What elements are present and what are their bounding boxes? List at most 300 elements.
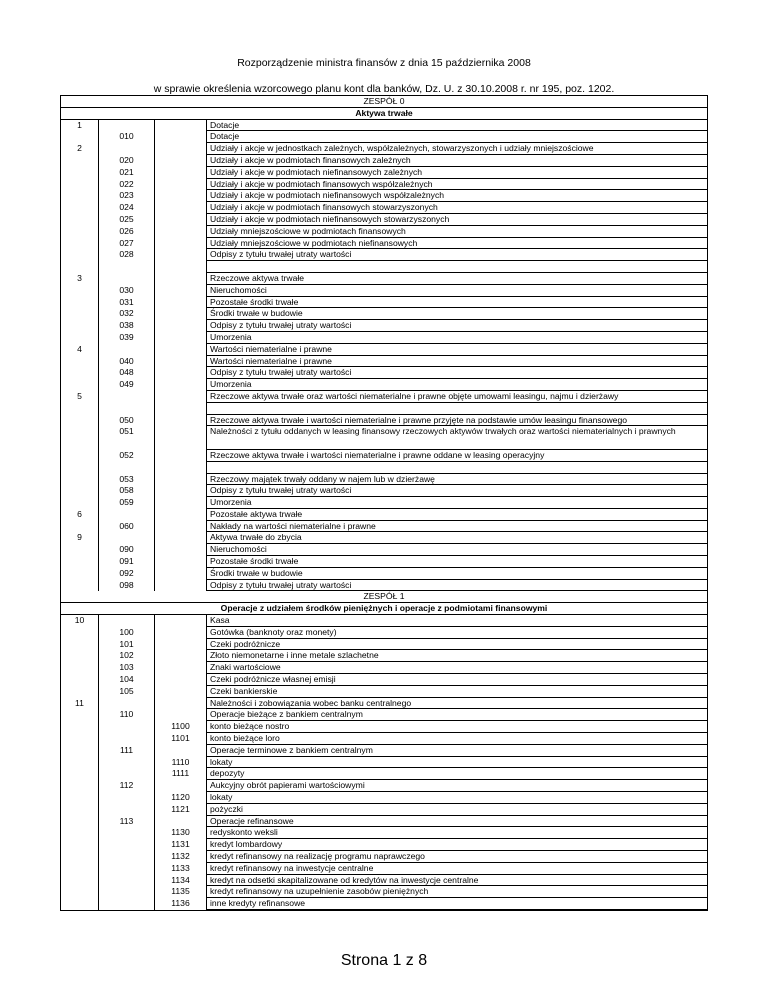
account-description [207, 261, 707, 273]
sub-account-number [155, 155, 207, 167]
account-group [61, 580, 99, 592]
sub-account-number [155, 367, 207, 379]
account-description: Umorzenia [207, 332, 707, 344]
account-description: Udziały mniejszościowe w podmiotach niefinansowych [207, 238, 707, 250]
sub-account-number [155, 580, 207, 592]
table-row [61, 131, 707, 143]
account-description: lokaty [207, 792, 707, 804]
account-description: redyskonto weksli [207, 827, 707, 839]
table-row [61, 521, 707, 533]
account-group: 2 [61, 143, 99, 155]
account-description: Umorzenia [207, 379, 707, 391]
table-row [61, 580, 707, 592]
account-number: 053 [99, 474, 155, 486]
account-description: Odpisy z tytułu trwałej utraty wartości [207, 249, 707, 261]
account-description: Gotówka (banknoty oraz monety) [207, 627, 707, 639]
section-header-row [61, 603, 707, 615]
sub-account-number [155, 120, 207, 132]
sub-account-number [155, 238, 207, 250]
account-number: 027 [99, 238, 155, 250]
account-description: inne kredyty refinansowe [207, 898, 707, 910]
sub-account-number [155, 674, 207, 686]
table-row [61, 415, 707, 427]
account-number [99, 898, 155, 910]
account-description: Wartości niematerialne i prawne [207, 344, 707, 356]
account-description: Należności z tytułu oddanych w leasing finansowy rzeczowych aktywów trwałych oraz wartości niematerialnych i prawnych [207, 426, 707, 450]
account-group [61, 261, 99, 273]
account-description: Rzeczowe aktywa trwałe oraz wartości niematerialne i prawne objęte umowami leasingu, najmu i dzierżawy [207, 391, 707, 403]
account-group: 5 [61, 391, 99, 403]
account-number [99, 509, 155, 521]
section-header: Aktywa trwałe [61, 108, 707, 120]
account-group [61, 804, 99, 816]
account-group [61, 898, 99, 910]
sub-account-number [155, 403, 207, 415]
account-group [61, 639, 99, 651]
account-group [61, 190, 99, 202]
table-row [61, 497, 707, 509]
account-description [207, 462, 707, 474]
account-description: Udziały i akcje w podmiotach finansowych stowarzyszonych [207, 202, 707, 214]
account-description: Rzeczowe aktywa trwałe [207, 273, 707, 285]
table-row [61, 379, 707, 391]
account-group [61, 179, 99, 191]
account-description: Czeki podróżnicze [207, 639, 707, 651]
account-number: 058 [99, 485, 155, 497]
account-group [61, 733, 99, 745]
sub-account-number [155, 568, 207, 580]
account-description: Umorzenia [207, 497, 707, 509]
table-row [61, 721, 707, 733]
account-group [61, 415, 99, 427]
account-group: 11 [61, 698, 99, 710]
account-number [99, 120, 155, 132]
account-number: 060 [99, 521, 155, 533]
account-group [61, 875, 99, 887]
account-group [61, 556, 99, 568]
account-group [61, 745, 99, 757]
sub-account-number [155, 615, 207, 627]
table-row [61, 757, 707, 769]
account-number: 091 [99, 556, 155, 568]
account-number: 052 [99, 450, 155, 462]
sub-account-number [155, 249, 207, 261]
table-row [61, 509, 707, 521]
account-description: Odpisy z tytułu trwałej utraty wartości [207, 580, 707, 592]
account-description: Należności i zobowiązania wobec banku centralnego [207, 698, 707, 710]
account-number: 024 [99, 202, 155, 214]
account-number: 105 [99, 686, 155, 698]
account-description: Nakłady na wartości niematerialne i prawne [207, 521, 707, 533]
account-group [61, 285, 99, 297]
table-row [61, 143, 707, 155]
section-header: ZESPÓŁ 0 [61, 96, 707, 108]
account-group [61, 863, 99, 875]
account-group [61, 308, 99, 320]
account-number: 010 [99, 131, 155, 143]
account-description: Dotacje [207, 120, 707, 132]
account-number: 039 [99, 332, 155, 344]
account-description: Udziały mniejszościowe w podmiotach finansowych [207, 226, 707, 238]
account-group [61, 214, 99, 226]
account-number: 110 [99, 709, 155, 721]
sub-account-number [155, 627, 207, 639]
account-number: 028 [99, 249, 155, 261]
account-number: 112 [99, 780, 155, 792]
account-description: kredyt na odsetki skapitalizowane od kredytów na inwestycje centralne [207, 875, 707, 887]
account-description: Udziały i akcje w podmiotach niefinansowych współzależnych [207, 190, 707, 202]
account-group [61, 886, 99, 898]
account-number: 098 [99, 580, 155, 592]
table-row [61, 615, 707, 627]
sub-account-number [155, 179, 207, 191]
account-description: kredyt refinansowy na uzupełnienie zasobów pieniężnych [207, 886, 707, 898]
account-number [99, 804, 155, 816]
account-description: kredyt lombardowy [207, 839, 707, 851]
sub-account-number: 1130 [155, 827, 207, 839]
table-row [61, 273, 707, 285]
account-description: Rzeczowy majątek trwały oddany w najem lub w dzierżawę [207, 474, 707, 486]
account-group [61, 426, 99, 450]
account-number [99, 391, 155, 403]
account-group [61, 650, 99, 662]
account-description: depozyty [207, 768, 707, 780]
account-number: 101 [99, 639, 155, 651]
table-row [61, 120, 707, 132]
sub-account-number [155, 273, 207, 285]
account-description: Nieruchomości [207, 544, 707, 556]
section-header-row [61, 96, 707, 108]
account-group [61, 839, 99, 851]
account-group [61, 367, 99, 379]
table-row [61, 167, 707, 179]
sub-account-number [155, 379, 207, 391]
account-description: Wartości niematerialne i prawne [207, 356, 707, 368]
account-group [61, 521, 99, 533]
sub-account-number [155, 532, 207, 544]
account-group [61, 297, 99, 309]
account-description: Operacje terminowe z bankiem centralnym [207, 745, 707, 757]
table-row [61, 450, 707, 462]
account-group [61, 627, 99, 639]
account-description: Nieruchomości [207, 285, 707, 297]
regulation-title: Rozporządzenie ministra finansów z dnia 15 października 2008 [237, 57, 531, 69]
account-group [61, 497, 99, 509]
sub-account-number: 1132 [155, 851, 207, 863]
sub-account-number [155, 474, 207, 486]
account-number [99, 768, 155, 780]
account-number [99, 344, 155, 356]
account-description: konto bieżące nostro [207, 721, 707, 733]
account-description: lokaty [207, 757, 707, 769]
table-row [61, 863, 707, 875]
table-row [61, 650, 707, 662]
account-group: 10 [61, 615, 99, 627]
table-row [61, 297, 707, 309]
account-description: Udziały i akcje w podmiotach finansowych zależnych [207, 155, 707, 167]
section-header-row [61, 591, 707, 603]
sub-account-number: 1101 [155, 733, 207, 745]
account-number [99, 757, 155, 769]
sub-account-number [155, 297, 207, 309]
table-row [61, 768, 707, 780]
account-group: 4 [61, 344, 99, 356]
account-number: 022 [99, 179, 155, 191]
table-row [61, 308, 707, 320]
account-group [61, 167, 99, 179]
account-description: Udziały i akcje w podmiotach niefinansowych stowarzyszonych [207, 214, 707, 226]
account-group [61, 226, 99, 238]
account-description [207, 403, 707, 415]
account-group [61, 721, 99, 733]
account-number [99, 403, 155, 415]
account-number [99, 827, 155, 839]
account-description: Rzeczowe aktywa trwałe i wartości niematerialne i prawne przyjęte na podstawie umów leasingu finansowego [207, 415, 707, 427]
section-header-row [61, 108, 707, 120]
account-group [61, 485, 99, 497]
account-group [61, 155, 99, 167]
table-row [61, 792, 707, 804]
account-number: 102 [99, 650, 155, 662]
account-group [61, 816, 99, 828]
sub-account-number [155, 344, 207, 356]
sub-account-number [155, 426, 207, 450]
account-number [99, 532, 155, 544]
account-description: Pozostałe środki trwałe [207, 556, 707, 568]
sub-account-number: 1136 [155, 898, 207, 910]
account-group: 9 [61, 532, 99, 544]
sub-account-number: 1100 [155, 721, 207, 733]
account-number: 038 [99, 320, 155, 332]
table-row [61, 886, 707, 898]
table-row [61, 698, 707, 710]
account-number [99, 839, 155, 851]
table-row [61, 391, 707, 403]
account-group: 1 [61, 120, 99, 132]
table-row [61, 709, 707, 721]
table-row [61, 532, 707, 544]
chart-of-accounts-table [60, 95, 708, 911]
account-group [61, 332, 99, 344]
sub-account-number [155, 780, 207, 792]
table-row [61, 238, 707, 250]
account-number: 092 [99, 568, 155, 580]
table-row [61, 462, 707, 474]
sub-account-number [155, 544, 207, 556]
table-row [61, 686, 707, 698]
account-group [61, 851, 99, 863]
sub-account-number: 1120 [155, 792, 207, 804]
account-number [99, 261, 155, 273]
account-description: Udziały i akcje w podmiotach niefinansowych zależnych [207, 167, 707, 179]
account-description: Środki trwałe w budowie [207, 308, 707, 320]
account-group [61, 568, 99, 580]
account-description: kredyt refinansowy na inwestycje centralne [207, 863, 707, 875]
table-row [61, 202, 707, 214]
table-row [61, 285, 707, 297]
account-description: Aktywa trwałe do zbycia [207, 532, 707, 544]
sub-account-number [155, 285, 207, 297]
account-description: Rzeczowe aktywa trwałe i wartości niematerialne i prawne oddane w leasing operacyjny [207, 450, 707, 462]
account-description: Operacje bieżące z bankiem centralnym [207, 709, 707, 721]
sub-account-number [155, 485, 207, 497]
account-group [61, 544, 99, 556]
account-group [61, 356, 99, 368]
account-number: 050 [99, 415, 155, 427]
account-description: Czeki bankierskie [207, 686, 707, 698]
sub-account-number [155, 356, 207, 368]
account-group [61, 474, 99, 486]
account-group [61, 757, 99, 769]
table-row [61, 780, 707, 792]
account-group [61, 238, 99, 250]
table-row [61, 827, 707, 839]
sub-account-number [155, 450, 207, 462]
sub-account-number [155, 261, 207, 273]
account-group [61, 827, 99, 839]
account-description: Znaki wartościowe [207, 662, 707, 674]
sub-account-number [155, 320, 207, 332]
regulation-subtitle: w sprawie określenia wzorcowego planu kont dla banków, Dz. U. z 30.10.2008 r. nr 195, poz. 1202. [153, 83, 615, 95]
table-row [61, 674, 707, 686]
sub-account-number [155, 415, 207, 427]
table-row [61, 261, 707, 273]
account-group [61, 320, 99, 332]
account-description: Aukcyjny obrót papierami wartościowymi [207, 780, 707, 792]
account-number: 059 [99, 497, 155, 509]
sub-account-number: 1121 [155, 804, 207, 816]
table-row [61, 485, 707, 497]
account-number [99, 615, 155, 627]
account-description: pożyczki [207, 804, 707, 816]
account-group [61, 450, 99, 462]
account-description: Dotacje [207, 131, 707, 143]
table-row [61, 214, 707, 226]
account-number: 051 [99, 426, 155, 450]
sub-account-number [155, 521, 207, 533]
account-description: Środki trwałe w budowie [207, 568, 707, 580]
sub-account-number [155, 308, 207, 320]
sub-account-number: 1135 [155, 886, 207, 898]
sub-account-number [155, 143, 207, 155]
account-group [61, 709, 99, 721]
sub-account-number [155, 202, 207, 214]
sub-account-number [155, 190, 207, 202]
sub-account-number [155, 698, 207, 710]
account-number: 048 [99, 367, 155, 379]
table-row [61, 344, 707, 356]
table-row [61, 733, 707, 745]
account-number: 023 [99, 190, 155, 202]
table-row [61, 190, 707, 202]
account-number [99, 273, 155, 285]
account-number: 103 [99, 662, 155, 674]
account-number: 090 [99, 544, 155, 556]
account-number: 113 [99, 816, 155, 828]
account-number [99, 143, 155, 155]
table-row [61, 226, 707, 238]
sub-account-number [155, 497, 207, 509]
account-number: 020 [99, 155, 155, 167]
account-group [61, 403, 99, 415]
account-number: 104 [99, 674, 155, 686]
account-description: Operacje refinansowe [207, 816, 707, 828]
account-number [99, 863, 155, 875]
sub-account-number [155, 816, 207, 828]
account-group [61, 674, 99, 686]
account-description: Pozostałe aktywa trwałe [207, 509, 707, 521]
sub-account-number [155, 332, 207, 344]
account-number [99, 733, 155, 745]
account-group: 3 [61, 273, 99, 285]
sub-account-number [155, 167, 207, 179]
account-description: konto bieżące loro [207, 733, 707, 745]
table-row [61, 851, 707, 863]
sub-account-number [155, 556, 207, 568]
account-group: 6 [61, 509, 99, 521]
table-row [61, 367, 707, 379]
sub-account-number [155, 639, 207, 651]
table-row [61, 627, 707, 639]
table-row [61, 816, 707, 828]
account-number [99, 886, 155, 898]
account-number: 025 [99, 214, 155, 226]
account-description: Pozostałe środki trwałe [207, 297, 707, 309]
table-row [61, 474, 707, 486]
account-number: 049 [99, 379, 155, 391]
account-group [61, 792, 99, 804]
account-number: 111 [99, 745, 155, 757]
sub-account-number [155, 214, 207, 226]
account-description: Złoto niemonetarne i inne metale szlachetne [207, 650, 707, 662]
table-row [61, 839, 707, 851]
sub-account-number: 1134 [155, 875, 207, 887]
account-description: Udziały i akcje w jednostkach zależnych, współzależnych, stowarzyszonych i udziały mniejszościowe [207, 143, 707, 155]
sub-account-number [155, 650, 207, 662]
account-number: 040 [99, 356, 155, 368]
sub-account-number [155, 686, 207, 698]
sub-account-number: 1111 [155, 768, 207, 780]
account-number [99, 462, 155, 474]
page-number: Strona 1 z 8 [340, 952, 428, 969]
account-description: Odpisy z tytułu trwałej utraty wartości [207, 320, 707, 332]
sub-account-number: 1131 [155, 839, 207, 851]
table-row [61, 745, 707, 757]
table-row [61, 426, 707, 450]
account-description: Udziały i akcje w podmiotach finansowych współzależnych [207, 179, 707, 191]
account-group [61, 131, 99, 143]
account-number: 026 [99, 226, 155, 238]
table-row [61, 155, 707, 167]
account-number [99, 792, 155, 804]
sub-account-number [155, 391, 207, 403]
account-group [61, 768, 99, 780]
account-group [61, 780, 99, 792]
account-group [61, 379, 99, 391]
sub-account-number [155, 462, 207, 474]
account-description: kredyt refinansowy na realizację programu naprawczego [207, 851, 707, 863]
sub-account-number: 1110 [155, 757, 207, 769]
account-number: 031 [99, 297, 155, 309]
table-row [61, 639, 707, 651]
sub-account-number [155, 709, 207, 721]
account-number [99, 721, 155, 733]
table-row [61, 179, 707, 191]
table-row [61, 249, 707, 261]
sub-account-number: 1133 [155, 863, 207, 875]
sub-account-number [155, 509, 207, 521]
table-row [61, 403, 707, 415]
